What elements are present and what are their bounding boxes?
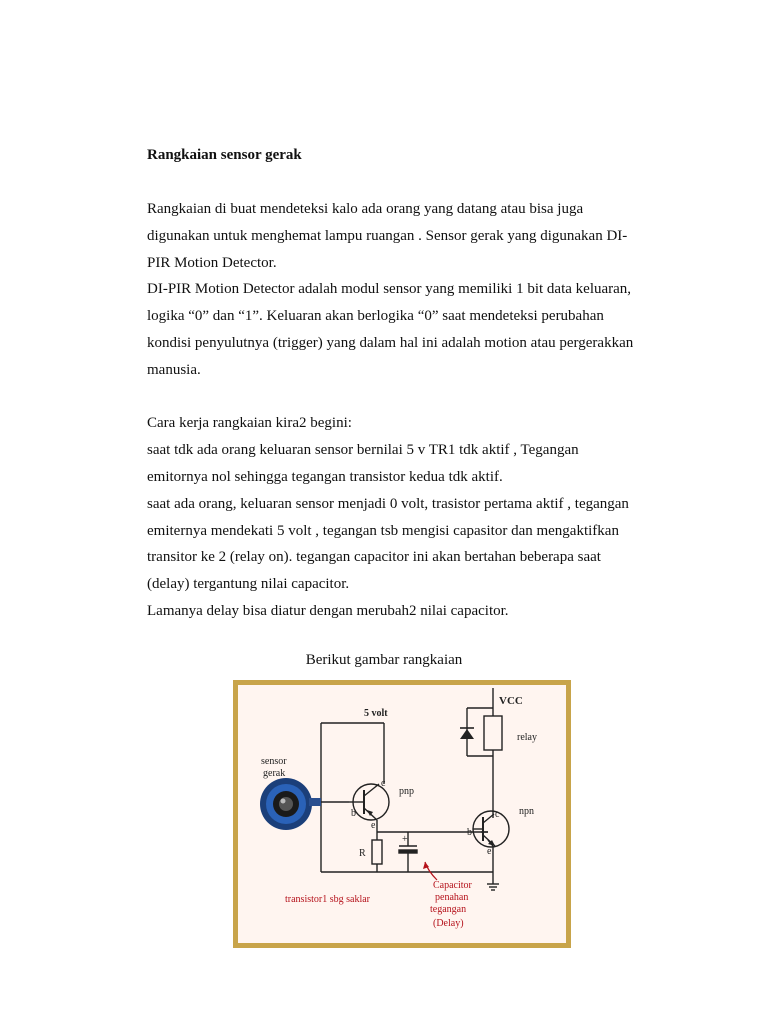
label-5-volt: 5 volt — [364, 708, 388, 719]
label-collector-1: c — [381, 778, 386, 789]
label-resistor: R — [359, 848, 366, 859]
label-relay: relay — [517, 732, 537, 743]
capacitor-plate — [399, 850, 417, 853]
text-line: (delay) tergantung nilai capacitor. — [147, 576, 350, 593]
text-line: emitornya nol sehingga tegangan transistor kedua tdk aktif. — [147, 468, 503, 485]
paragraph-gap — [147, 384, 667, 411]
text-line: saat tdk ada orang keluaran sensor bernilai 5 v TR1 tdk aktif , Tegangan — [147, 442, 579, 459]
annotation-capacitor-2: penahan — [435, 892, 469, 903]
text-line: kondisi penyulutnya (trigger) yang dalam hal ini adalah motion atau pergerakkan — [147, 334, 634, 351]
annotation-transistor: transistor1 sbg saklar — [285, 894, 370, 905]
document-body — [147, 196, 667, 625]
figure-caption: Berikut gambar rangkaian — [305, 652, 463, 668]
text-line: logika “0” dan “1”. Keluaran akan berlogika “0” saat mendeteksi perubahan — [147, 308, 604, 325]
label-plus: + — [402, 834, 408, 845]
text-line: Rangkaian di buat mendeteksi kalo ada orang yang datang atau bisa juga — [147, 201, 584, 217]
label-gerak: gerak — [263, 768, 286, 779]
label-vcc: VCC — [499, 695, 523, 707]
text-line: transitor ke 2 (relay on). tegangan capacitor ini akan bertahan beberapa saat — [147, 549, 601, 566]
label-sensor: sensor — [261, 756, 287, 767]
text-line: digunakan untuk menghemat lampu ruangan . Sensor gerak yang digunakan DI- — [147, 227, 628, 244]
label-npn: npn — [519, 806, 534, 817]
text-line: PIR Motion Detector. — [147, 254, 277, 271]
text-line: manusia. — [147, 361, 201, 378]
label-base-2: b — [467, 827, 472, 838]
annotation-capacitor-1: Capacitor — [433, 880, 472, 891]
text-line: DI-PIR Motion Detector adalah modul sensor yang memiliki 1 bit data keluaran, — [147, 281, 632, 298]
text-line: emiternya mendekati 5 volt , tegangan tsb mengisi capasitor dan mengaktifkan — [147, 522, 619, 539]
annotation-capacitor-4: (Delay) — [433, 918, 464, 929]
circuit-diagram — [231, 678, 573, 950]
label-emitter-2: e — [487, 846, 492, 857]
label-base-1: b — [351, 808, 356, 819]
label-collector-2: c — [495, 809, 500, 820]
label-pnp: pnp — [399, 786, 414, 797]
document-title: Rangkaian sensor gerak — [147, 147, 302, 163]
text-line: Cara kerja rangkaian kira2 begini: — [147, 415, 352, 432]
annotation-capacitor-3: tegangan — [430, 904, 467, 915]
text-line: Lamanya delay bisa diatur dengan merubah2 nilai capacitor. — [147, 602, 509, 619]
label-emitter-1: e — [371, 820, 376, 831]
circuit-figure — [231, 678, 573, 950]
text-line: saat ada orang, keluaran sensor menjadi 0 volt, trasistor pertama aktif , tegangan — [147, 495, 629, 512]
